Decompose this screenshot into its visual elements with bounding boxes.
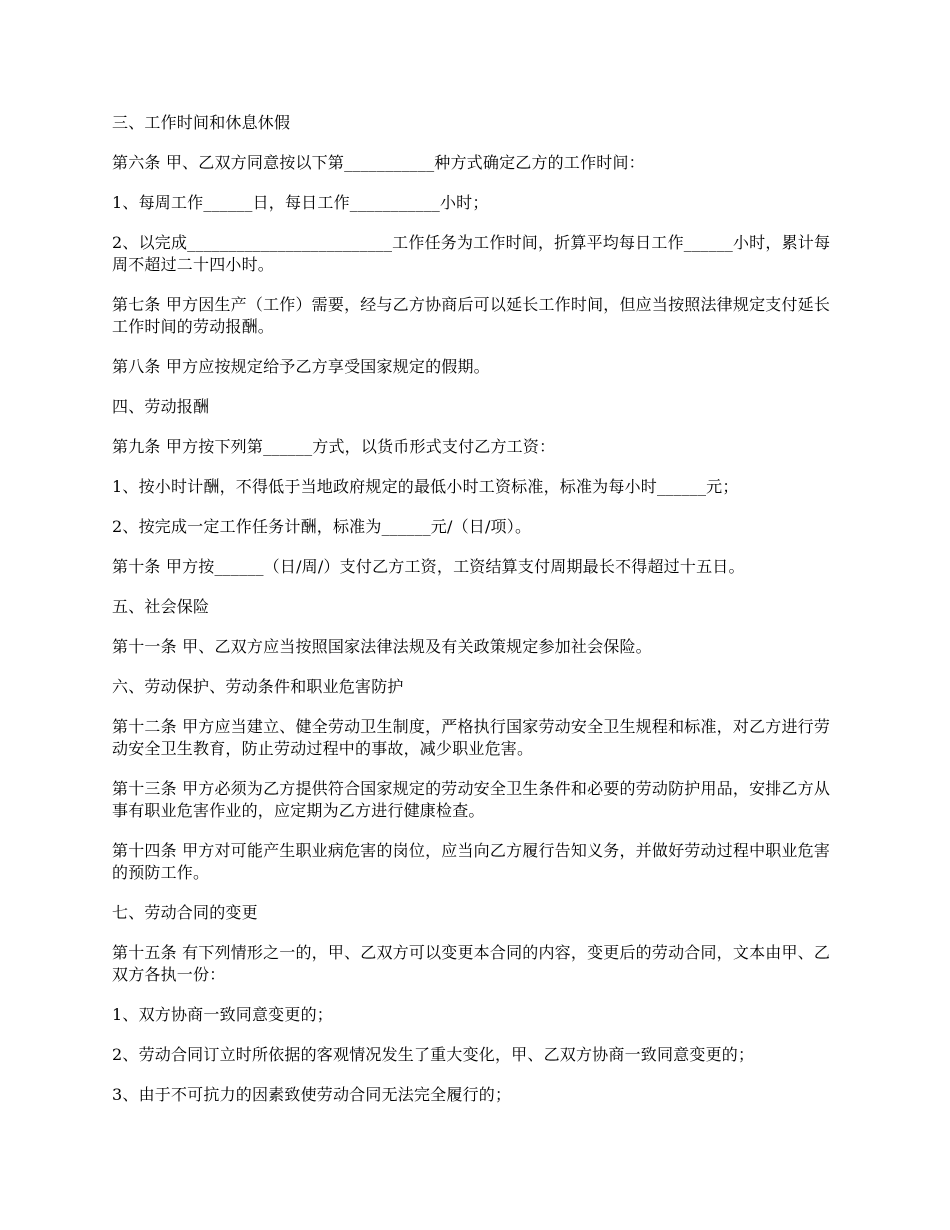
- clause-13: 第十三条 甲方必须为乙方提供符合国家规定的劳动安全卫生条件和必要的劳动防护用品，安排乙方从事有职业危害作业的，应定期为乙方进行健康检查。: [112, 779, 831, 820]
- clause-8: 第八条 甲方应按规定给予乙方享受国家规定的假期。: [112, 357, 490, 376]
- clause-9: 第九条 甲方按下列第______方式，以货币形式支付乙方工资：: [112, 437, 556, 456]
- clause-15: 第十五条 有下列情形之一的，甲、乙双方可以变更本合同的内容，变更后的劳动合同，文本由甲、乙双方各执一份：: [112, 943, 831, 984]
- document-page: [112, 112, 842, 1124]
- clause-7: 第七条 甲方因生产（工作）需要，经与乙方协商后可以延长工作时间，但应当按照法律规定支付延长工作时间的劳动报酬。: [112, 295, 831, 336]
- clause-10: 第十条 甲方按______（日/周/）支付乙方工资，工资结算支付周期最长不得超过十五日。: [112, 557, 745, 576]
- clause-15-item-3: 3、由于不可抗力的因素致使劳动合同无法完全履行的；: [112, 1085, 512, 1104]
- clause-6: 第六条 甲、乙双方同意按以下第___________种方式确定乙方的工作时间：: [112, 153, 645, 172]
- clause-15-item-2: 2、劳动合同订立时所依据的客观情况发生了重大变化，甲、乙双方协商一致同意变更的；: [112, 1045, 755, 1064]
- clause-6-item-1: 1、每周工作______日，每日工作___________小时；: [112, 193, 489, 212]
- clause-12: 第十二条 甲方应当建立、健全劳动卫生制度，严格执行国家劳动安全卫生规程和标准，对乙方进行劳动安全卫生教育，防止劳动过程中的事故，减少职业危害。: [112, 717, 831, 758]
- section-heading-contract-change: 七、劳动合同的变更: [112, 903, 258, 922]
- clause-9-item-1: 1、按小时计酬，不得低于当地政府规定的最低小时工资标准，标准为每小时______元；: [112, 477, 739, 496]
- clause-6-item-2: 2、以完成_________________________工作任务为工作时间，折算平均每日工作______小时，累计每周不超过二十四小时。: [112, 233, 831, 274]
- clause-11: 第十一条 甲、乙双方应当按照国家法律法规及有关政策规定参加社会保险。: [112, 637, 652, 656]
- section-heading-labor-protection: 六、劳动保护、劳动条件和职业危害防护: [112, 677, 404, 696]
- section-heading-remuneration: 四、劳动报酬: [112, 397, 210, 416]
- clause-9-item-2: 2、按完成一定工作任务计酬，标准为______元/（日/项）。: [112, 517, 532, 536]
- section-heading-work-hours: 三、工作时间和休息休假: [112, 113, 291, 132]
- section-heading-social-insurance: 五、社会保险: [112, 597, 210, 616]
- clause-15-item-1: 1、双方协商一致同意变更的；: [112, 1005, 333, 1024]
- clause-14: 第十四条 甲方对可能产生职业病危害的岗位，应当向乙方履行告知义务，并做好劳动过程中职业危害的预防工作。: [112, 841, 831, 882]
